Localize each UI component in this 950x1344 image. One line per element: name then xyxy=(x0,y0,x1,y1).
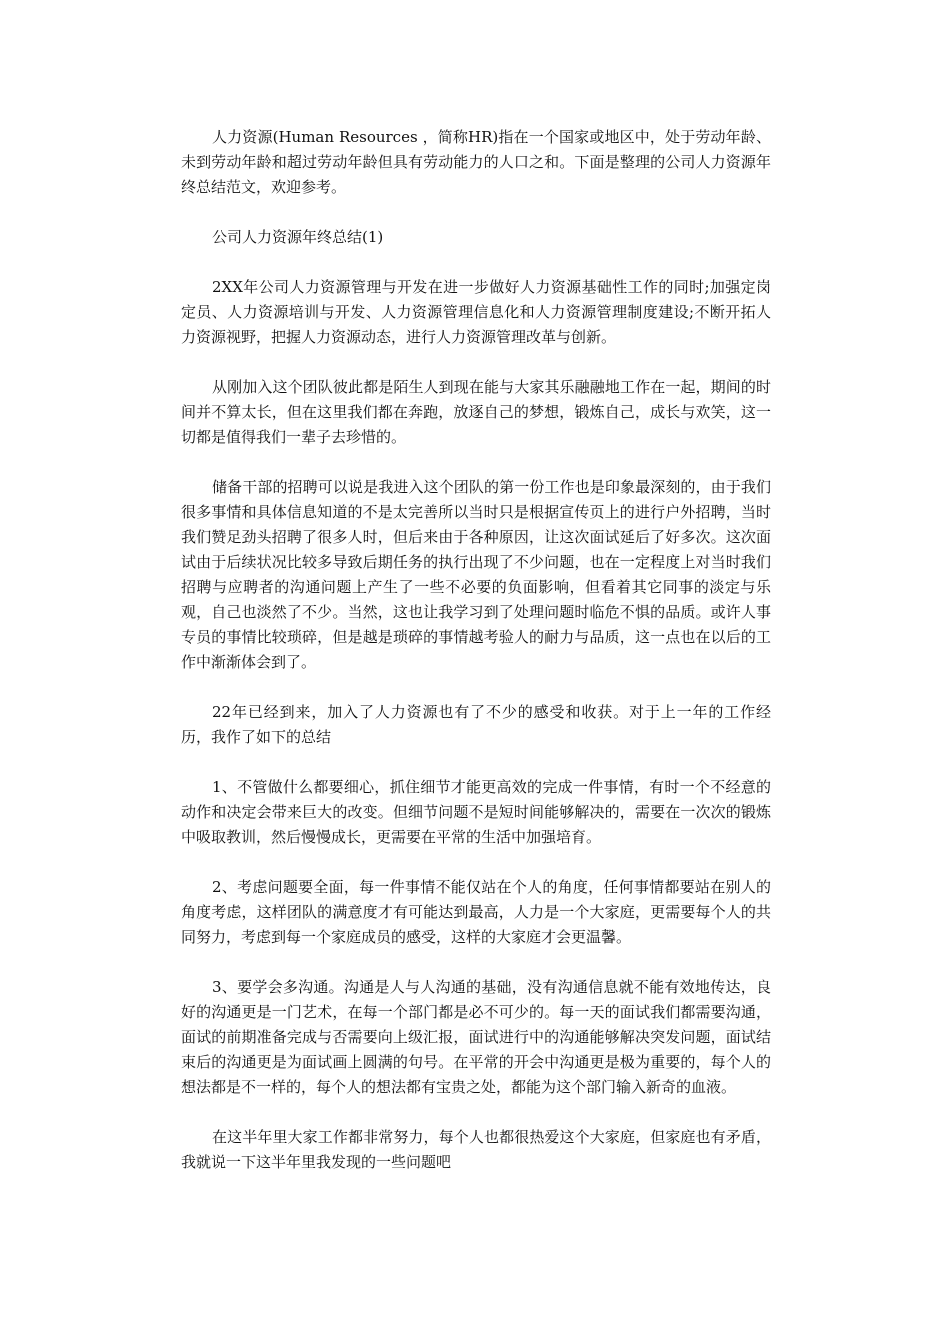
body-paragraph: 22年已经到来，加入了人力资源也有了不少的感受和收获。对于上一年的工作经历，我作了如下的总结 xyxy=(181,703,771,746)
list-item-paragraph: 1、不管做什么都要细心，抓住细节才能更高效的完成一件事情，有时一个不经意的动作和决定会带来巨大的改变。但细节问题不是短时间能够解决的，需要在一次次的锻炼中吸取教训，然后慢慢成长，更需要在平常的生活中加强培育。 xyxy=(181,778,771,846)
list-item-paragraph: 3、要学会多沟通。沟通是人与人沟通的基础，没有沟通信息就不能有效地传达，良好的沟通更是一门艺术，在每一个部门都是必不可少的。每一天的面试我们都需要沟通，面试的前期准备完成与否需要向上级汇报，面试进行中的沟通能够解决突发问题，面试结束后的沟通更是为面试画上圆满的句号。在平常的开会中沟通更是极为重要的，每个人的想法都是不一样的，每个人的想法都有宝贵之处，都能为这个部门输入新奇的血液。 xyxy=(181,978,771,1096)
list-item-paragraph: 2、考虑问题要全面，每一件事情不能仅站在个人的角度，任何事情都要站在别人的角度考虑，这样团队的满意度才有可能达到最高，人力是一个大家庭，更需要每个人的共同努力，考虑到每一个家庭成员的感受，这样的大家庭才会更温馨。 xyxy=(181,878,771,946)
body-paragraph: 从刚加入这个团队彼此都是陌生人到现在能与大家其乐融融地工作在一起，期间的时间并不算太长，但在这里我们都在奔跑，放逐自己的梦想，锻炼自己，成长与欢笑，这一切都是值得我们一辈子去珍惜的。 xyxy=(181,378,771,446)
document-body xyxy=(181,125,771,1200)
body-paragraph: 在这半年里大家工作都非常努力，每个人也都很热爱这个大家庭，但家庭也有矛盾，我就说一下这半年里我发现的一些问题吧 xyxy=(181,1128,771,1171)
intro-paragraph: 人力资源(Human Resources ，简称HR)指在一个国家或地区中，处于劳动年龄、未到劳动年龄和超过劳动年龄但具有劳动能力的人口之和。下面是整理的公司人力资源年终总结范文，欢迎参考。 xyxy=(181,128,771,196)
body-paragraph: 2XX年公司人力资源管理与开发在进一步做好人力资源基础性工作的同时;加强定岗定员、人力资源培训与开发、人力资源管理信息化和人力资源管理制度建设;不断开拓人力资源视野，把握人力资源动态，进行人力资源管理改革与创新。 xyxy=(181,278,771,346)
section-heading: 公司人力资源年终总结(1) xyxy=(212,228,384,246)
body-paragraph: 储备干部的招聘可以说是我进入这个团队的第一份工作也是印象最深刻的，由于我们很多事情和具体信息知道的不是太完善所以当时只是根据宣传页上的进行户外招聘，当时我们赞足劲头招聘了很多人时，但后来由于各种原因，让这次面试延后了好多次。这次面试由于后续状况比较多导致后期任务的执行出现了不少问题，也在一定程度上对当时我们招聘与应聘者的沟通问题上产生了一些不必要的负面影响，但看着其它同事的淡定与乐观，自己也淡然了不少。当然，这也让我学习到了处理问题时临危不惧的品质。或许人事专员的事情比较琐碎，但是越是琐碎的事情越考验人的耐力与品质，这一点也在以后的工作中渐渐体会到了。 xyxy=(181,478,771,671)
